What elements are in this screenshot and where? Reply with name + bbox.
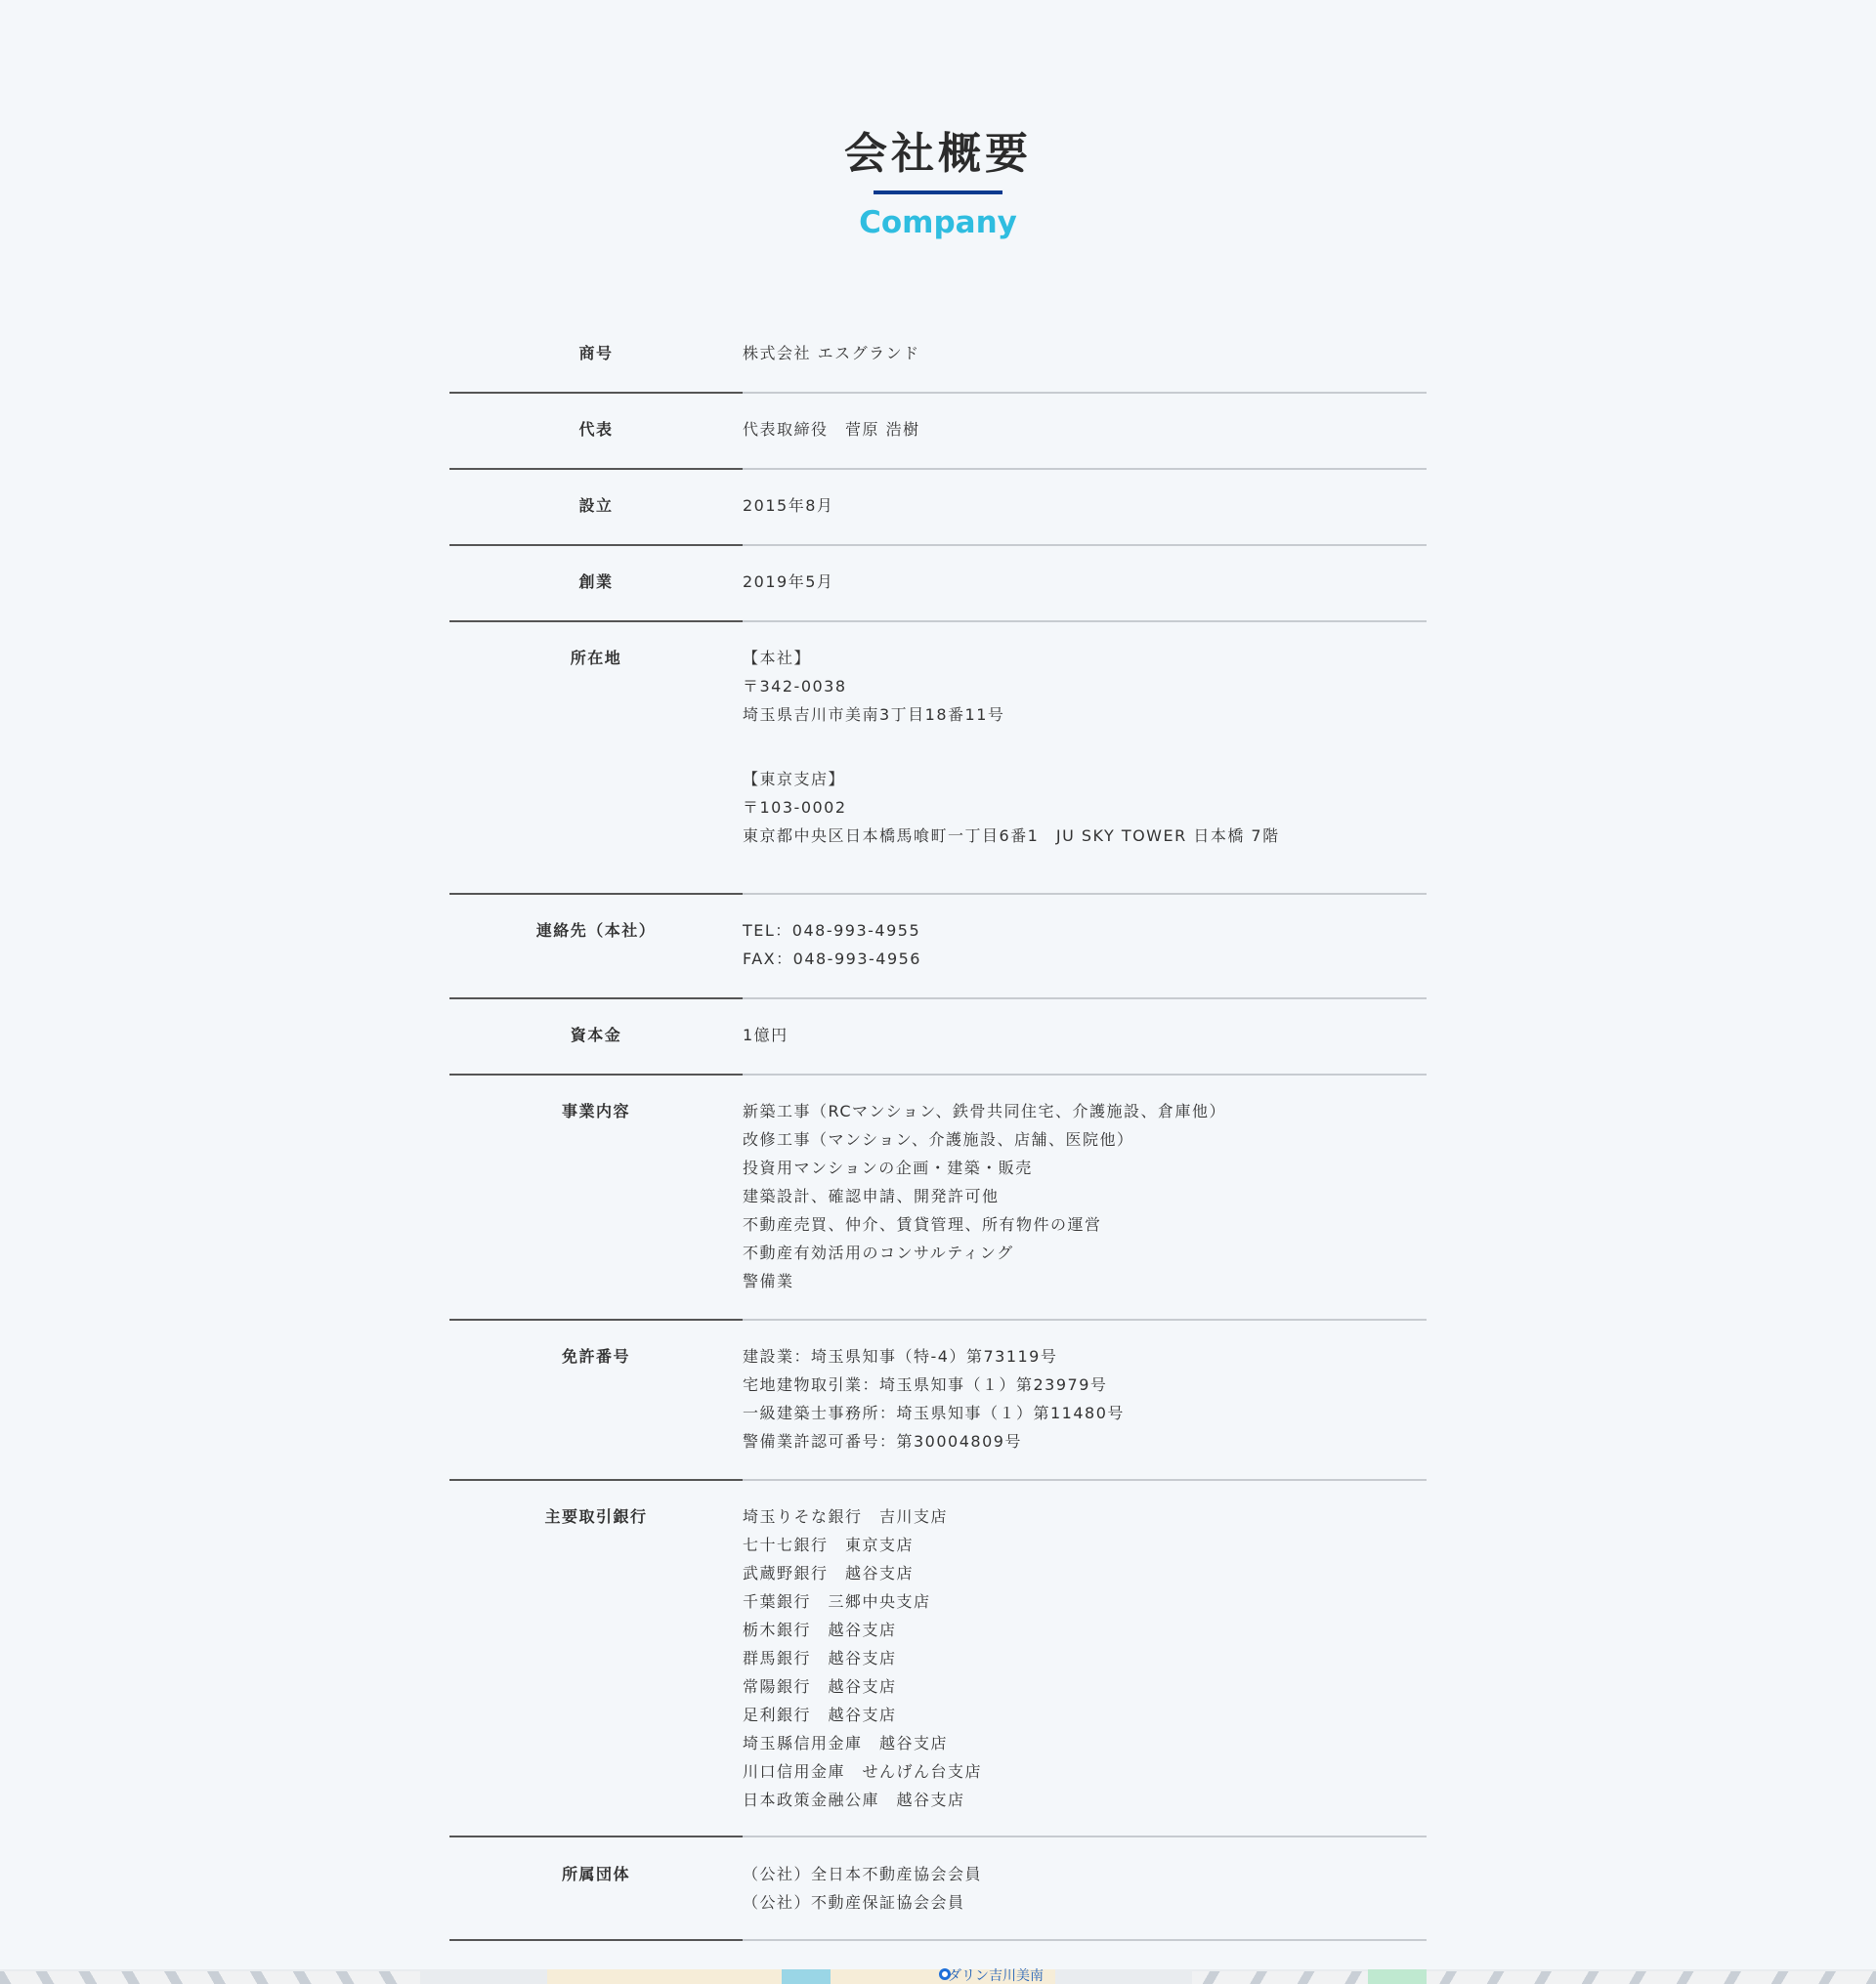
- info-row-value: [743, 916, 1427, 973]
- info-value-line: 新築工事（RCマンション、鉄骨共同住宅、介護施設、倉庫他）: [743, 1102, 1226, 1120]
- row-divider: [449, 1836, 1427, 1837]
- row-divider: [449, 1939, 1427, 1941]
- info-value-line: 〒342-0038: [743, 677, 847, 696]
- info-value-line: 投資用マンションの企画・建築・販売: [743, 1159, 1033, 1177]
- info-row-label: 商号: [578, 344, 614, 362]
- row-divider: [449, 544, 1427, 546]
- info-value-line: （公社）全日本不動産協会会員: [743, 1865, 983, 1883]
- map-embed[interactable]: [0, 1969, 1876, 1984]
- info-value-line: 【東京支店】: [743, 770, 846, 788]
- title-underline: [874, 190, 1002, 194]
- info-row-value: [743, 1097, 1427, 1295]
- info-value-line: 1億円: [743, 1026, 789, 1044]
- map-tile: [1368, 1969, 1427, 1984]
- info-value-line: 武蔵野銀行 越谷支店: [743, 1564, 915, 1583]
- info-row-value: [743, 1342, 1427, 1456]
- info-row-label: 事業内容: [561, 1102, 630, 1120]
- info-value-line: 一級建築士事務所：埼玉県知事（１）第11480号: [743, 1404, 1125, 1422]
- row-divider: [449, 997, 1427, 999]
- info-value-line: 川口信用金庫 せんげん台支店: [743, 1762, 983, 1781]
- row-divider: [449, 468, 1427, 470]
- info-row-value: [743, 1502, 1427, 1814]
- info-value-line: 〒103-0002: [743, 798, 847, 817]
- info-value-line: 東京都中央区日本橋馬喰町一丁目6番1 JU SKY TOWER 日本橋 7階: [743, 826, 1280, 845]
- info-value-line: 不動産売買、仲介、賃貸管理、所有物件の運営: [743, 1215, 1102, 1234]
- info-row-label: 所在地: [570, 649, 622, 667]
- info-row-value: [743, 339, 1427, 367]
- info-value-line: 七十七銀行 東京支店: [743, 1536, 915, 1554]
- info-value-line: 株式会社 エスグランド: [743, 344, 920, 362]
- info-value-line: 【本社】: [743, 649, 812, 667]
- row-divider: [449, 1074, 1427, 1076]
- page-title: 会社概要: [844, 129, 1032, 179]
- map-tile: [0, 1971, 420, 1984]
- info-row-label: 免許番号: [561, 1347, 630, 1366]
- info-value-line: 埼玉りそな銀行 吉川支店: [743, 1507, 949, 1526]
- info-value-line: 改修工事（マンション、介護施設、店舗、医院他）: [743, 1130, 1134, 1149]
- info-value-line: 群馬銀行 越谷支店: [743, 1649, 897, 1667]
- info-value-line: 2019年5月: [743, 572, 834, 591]
- row-divider: [449, 893, 1427, 895]
- map-tile: [782, 1969, 831, 1984]
- info-row-label: 資本金: [570, 1026, 622, 1044]
- map-place-label: ダリン吉川美南: [948, 1968, 1044, 1984]
- info-value-line: 警備業: [743, 1272, 794, 1290]
- info-value-line: 宅地建物取引業：埼玉県知事（１）第23979号: [743, 1375, 1108, 1394]
- info-row-value: [743, 415, 1427, 443]
- info-row-label: 主要取引銀行: [544, 1507, 648, 1526]
- row-divider: [449, 1479, 1427, 1481]
- info-row-value: [743, 1860, 1427, 1917]
- row-divider: [449, 620, 1427, 622]
- info-value-line: 建設業：埼玉県知事（特-4）第73119号: [743, 1347, 1058, 1366]
- info-value-line: 日本政策金融公庫 越谷支店: [743, 1791, 965, 1809]
- info-row-label: 代表: [578, 420, 614, 439]
- info-value-line: 警備業許認可番号：第30004809号: [743, 1432, 1022, 1451]
- info-value-line: FAX：048-993-4956: [743, 950, 921, 968]
- info-value-line: [743, 729, 1427, 765]
- info-value-line: TEL：048-993-4955: [743, 921, 921, 940]
- info-value-line: （公社）不動産保証協会会員: [743, 1893, 965, 1912]
- info-row-label: 所属団体: [561, 1865, 630, 1883]
- row-divider: [449, 1319, 1427, 1321]
- info-value-line: 常陽銀行 越谷支店: [743, 1677, 897, 1696]
- info-row-value: [743, 644, 1427, 850]
- info-row-label: 設立: [578, 496, 614, 515]
- row-divider: [449, 392, 1427, 394]
- info-value-line: 千葉銀行 三郷中央支店: [743, 1592, 931, 1611]
- info-value-line: 足利銀行 越谷支店: [743, 1706, 897, 1724]
- info-row-value: [743, 491, 1427, 520]
- info-value-line: 栃木銀行 越谷支店: [743, 1621, 897, 1639]
- info-value-line: 不動産有効活用のコンサルティング: [743, 1244, 1014, 1262]
- info-value-line: 建築設計、確認申請、開発許可他: [743, 1187, 1000, 1205]
- info-value-line: 2015年8月: [743, 496, 834, 515]
- info-row-value: [743, 1021, 1427, 1049]
- info-value-line: 埼玉県吉川市美南3丁目18番11号: [743, 705, 1005, 724]
- map-tile: [1192, 1971, 1876, 1984]
- page-subtitle: Company: [859, 205, 1017, 240]
- info-value-line: 埼玉縣信用金庫 越谷支店: [743, 1734, 949, 1752]
- info-value-line: 代表取締役 菅原 浩樹: [743, 420, 920, 439]
- info-row-label: 連絡先（本社）: [535, 921, 657, 940]
- info-row-value: [743, 568, 1427, 596]
- info-row-label: 創業: [578, 572, 614, 591]
